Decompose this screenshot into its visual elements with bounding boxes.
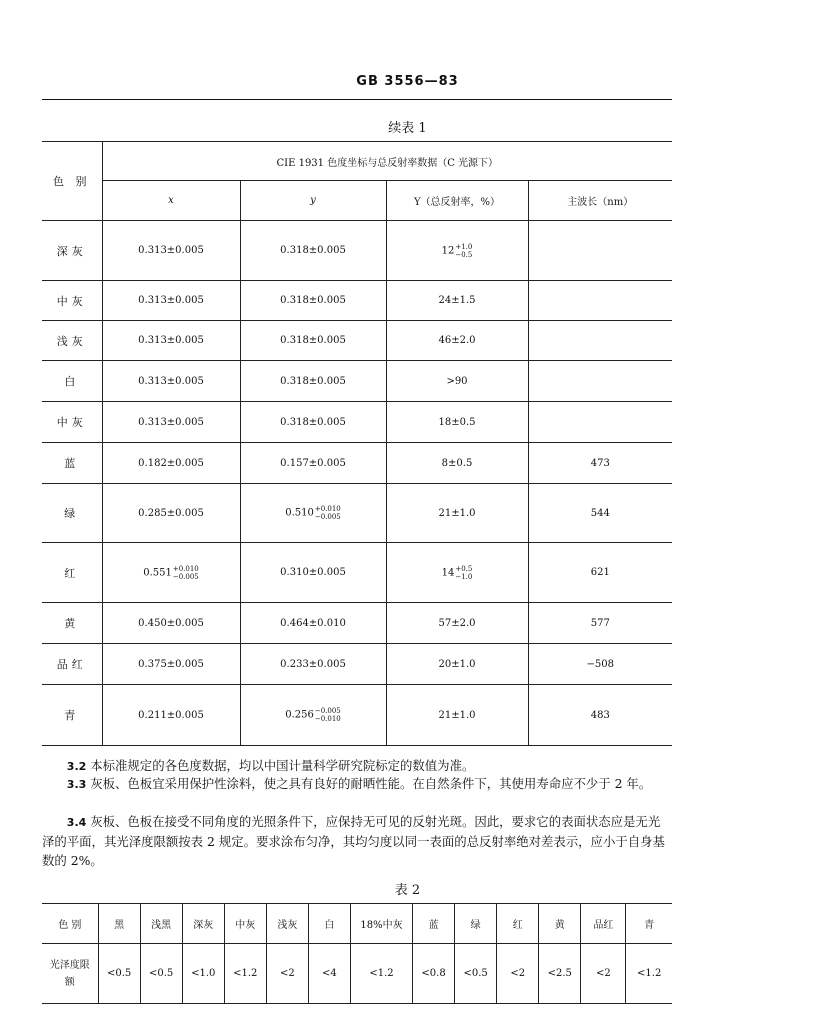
col-color-header: 色 别	[42, 142, 102, 221]
cell-color: 白	[42, 361, 102, 402]
cell-y: 0.318±0.005	[240, 402, 386, 443]
cell-Y: 46±2.0	[386, 321, 528, 361]
col-wavelength-header: 主波长（nm）	[528, 181, 672, 221]
cell-color: 中灰	[42, 281, 102, 321]
cell-Y: 18±0.5	[386, 402, 528, 443]
tolerance	[173, 565, 199, 581]
value-base: 0.551	[143, 567, 172, 578]
cell-y: 0.310±0.005	[240, 543, 386, 603]
cell-Y: 57±2.0	[386, 603, 528, 644]
value-base: 0.256	[285, 709, 314, 721]
table2-color-header: 红	[497, 904, 539, 944]
cell-color: 深灰	[42, 221, 102, 281]
table-row	[42, 281, 672, 321]
table2-color-header: 品红	[581, 904, 626, 944]
cell-y: 0.464±0.010	[240, 603, 386, 644]
table2-color-header: 18%中灰	[350, 904, 412, 944]
table-row	[42, 321, 672, 361]
tolerance-minus: −0.005	[172, 572, 199, 581]
table-row	[42, 221, 672, 281]
cell-color: 浅灰	[42, 321, 102, 361]
table2-gloss-value: <0.8	[413, 944, 455, 1004]
tolerance-minus: −1.0	[455, 572, 473, 581]
table1	[42, 141, 672, 746]
table2-color-header: 黄	[539, 904, 581, 944]
cell-y: 0.318±0.005	[240, 361, 386, 402]
table-row	[42, 685, 672, 746]
table2-header-label: 色 别	[42, 904, 98, 944]
table2-caption: 表 2	[394, 883, 421, 898]
table2-gloss-value: <1.2	[350, 944, 412, 1004]
cell-Y: >90	[386, 361, 528, 402]
table2-color-header: 绿	[455, 904, 497, 944]
cell-color: 绿	[42, 484, 102, 543]
tolerance	[455, 243, 472, 259]
cell-x	[102, 543, 240, 603]
cell-y: 0.318±0.005	[240, 321, 386, 361]
table2-gloss-value: <4	[308, 944, 350, 1004]
cell-wavelength	[528, 281, 672, 321]
table2-color-header: 黑	[98, 904, 140, 944]
table-row	[42, 644, 672, 685]
cell-wavelength	[528, 361, 672, 402]
table2-color-header: 浅黑	[140, 904, 182, 944]
table2-color-header: 中灰	[224, 904, 266, 944]
cell-Y: 21±1.0	[386, 685, 528, 746]
table2-gloss-value: <1.2	[224, 944, 266, 1004]
table2-color-header: 深灰	[182, 904, 224, 944]
cell-wavelength: 473	[528, 443, 672, 484]
table2-gloss-value: <0.5	[98, 944, 140, 1004]
tolerance-plus: −0.005	[314, 707, 341, 715]
value-base: 0.510	[285, 507, 314, 519]
cell-wavelength: 577	[528, 603, 672, 644]
table-row	[42, 361, 672, 402]
cell-Y	[386, 221, 528, 281]
cell-x: 0.211±0.005	[102, 685, 240, 746]
cell-color: 青	[42, 685, 102, 746]
tolerance-minus: −0.005	[314, 513, 341, 521]
paragraph-text: 本标准规定的各色度数据，均以中国计量科学研究院标定的数值为准。	[90, 758, 475, 773]
cell-y: 0.157±0.005	[240, 443, 386, 484]
cell-wavelength	[528, 402, 672, 443]
cell-x: 0.313±0.005	[102, 281, 240, 321]
value-base: 14	[441, 567, 455, 578]
tolerance-plus: +0.010	[314, 505, 341, 513]
paragraph-3-4	[42, 812, 672, 870]
col-Y-header: Y（总反射率，%）	[386, 181, 528, 221]
cell-color: 品红	[42, 644, 102, 685]
table2-gloss-value: <0.5	[140, 944, 182, 1004]
paragraph-3-3	[42, 774, 672, 794]
table2-gloss-value: <1.2	[626, 944, 672, 1004]
tolerance-minus: −0.5	[455, 250, 473, 259]
table2-gloss-value: <2	[266, 944, 308, 1004]
table2-color-header: 白	[308, 904, 350, 944]
cell-color: 中灰	[42, 402, 102, 443]
value-base: 12	[441, 245, 455, 256]
cell-x: 0.313±0.005	[102, 361, 240, 402]
cell-x: 0.182±0.005	[102, 443, 240, 484]
table2-gloss-value: <2	[581, 944, 626, 1004]
cell-y: 0.318±0.005	[240, 281, 386, 321]
table-row	[42, 603, 672, 644]
table2-gloss-value: <1.0	[182, 944, 224, 1004]
cell-x: 0.375±0.005	[102, 644, 240, 685]
table-row	[42, 543, 672, 603]
paragraph-text: 灰板、色板宜采用保护性涂料，使之具有良好的耐晒性能。在自然条件下，其使用寿命应不少于 2 年。	[90, 776, 652, 791]
tolerance-plus: +0.010	[172, 564, 199, 573]
cell-color: 黄	[42, 603, 102, 644]
cell-Y	[386, 543, 528, 603]
cell-x: 0.313±0.005	[102, 402, 240, 443]
cell-x: 0.313±0.005	[102, 221, 240, 281]
cell-wavelength	[528, 321, 672, 361]
standard-code: GB 3556—83	[356, 74, 459, 89]
table2-gloss-value: <0.5	[455, 944, 497, 1004]
table2-gloss-value: <2	[497, 944, 539, 1004]
col-x-header: x	[102, 181, 240, 221]
table2-color-header: 青	[626, 904, 672, 944]
cell-Y: 8±0.5	[386, 443, 528, 484]
cell-Y: 24±1.5	[386, 281, 528, 321]
cell-Y: 21±1.0	[386, 484, 528, 543]
cell-x: 0.313±0.005	[102, 321, 240, 361]
table-row	[42, 484, 672, 543]
cell-color: 红	[42, 543, 102, 603]
paragraph-number: 3.4	[66, 816, 87, 829]
col-group-header: CIE 1931 色度坐标与总反射率数据（C 光源下）	[102, 142, 672, 181]
table2	[42, 903, 672, 1004]
cell-wavelength	[528, 221, 672, 281]
header-rule	[42, 99, 672, 100]
table2-row-label: 光泽度限 额	[42, 944, 98, 1004]
cell-wavelength: 483	[528, 685, 672, 746]
table-row	[42, 443, 672, 484]
paragraph-number: 3.3	[66, 778, 87, 791]
cell-y: 0.233±0.005	[240, 644, 386, 685]
tolerance-plus: +1.0	[455, 242, 473, 251]
cell-wavelength: 544	[528, 484, 672, 543]
tolerance-minus: −0.010	[314, 715, 341, 723]
tolerance-plus: +0.5	[455, 564, 473, 573]
cell-Y: 20±1.0	[386, 644, 528, 685]
paragraph-text: 灰板、色板在接受不同角度的光照条件下，应保持无可见的反射光斑。因此，要求它的表面状态应是无光泽的平面，其光泽度限额按表 2 规定。要求涂布匀净，其均匀度以同一表面的总反射率绝对差表示，应小于自身基数的 2%。	[42, 814, 665, 868]
cell-x: 0.450±0.005	[102, 603, 240, 644]
cell-wavelength: −508	[528, 644, 672, 685]
table2-color-header: 蓝	[413, 904, 455, 944]
tolerance	[315, 707, 341, 723]
cell-x: 0.285±0.005	[102, 484, 240, 543]
cell-color: 蓝	[42, 443, 102, 484]
tolerance	[315, 505, 341, 521]
cell-y: 0.318±0.005	[240, 221, 386, 281]
paragraph-number: 3.2	[66, 760, 87, 773]
cell-wavelength: 621	[528, 543, 672, 603]
col-y-header: y	[240, 181, 386, 221]
paragraph-3-2	[42, 756, 672, 776]
tolerance	[455, 565, 472, 581]
cell-y	[240, 685, 386, 746]
table-row	[42, 402, 672, 443]
cell-y	[240, 484, 386, 543]
table2-gloss-value: <2.5	[539, 944, 581, 1004]
table1-caption: 续表 1	[388, 121, 427, 136]
table2-color-header: 浅灰	[266, 904, 308, 944]
